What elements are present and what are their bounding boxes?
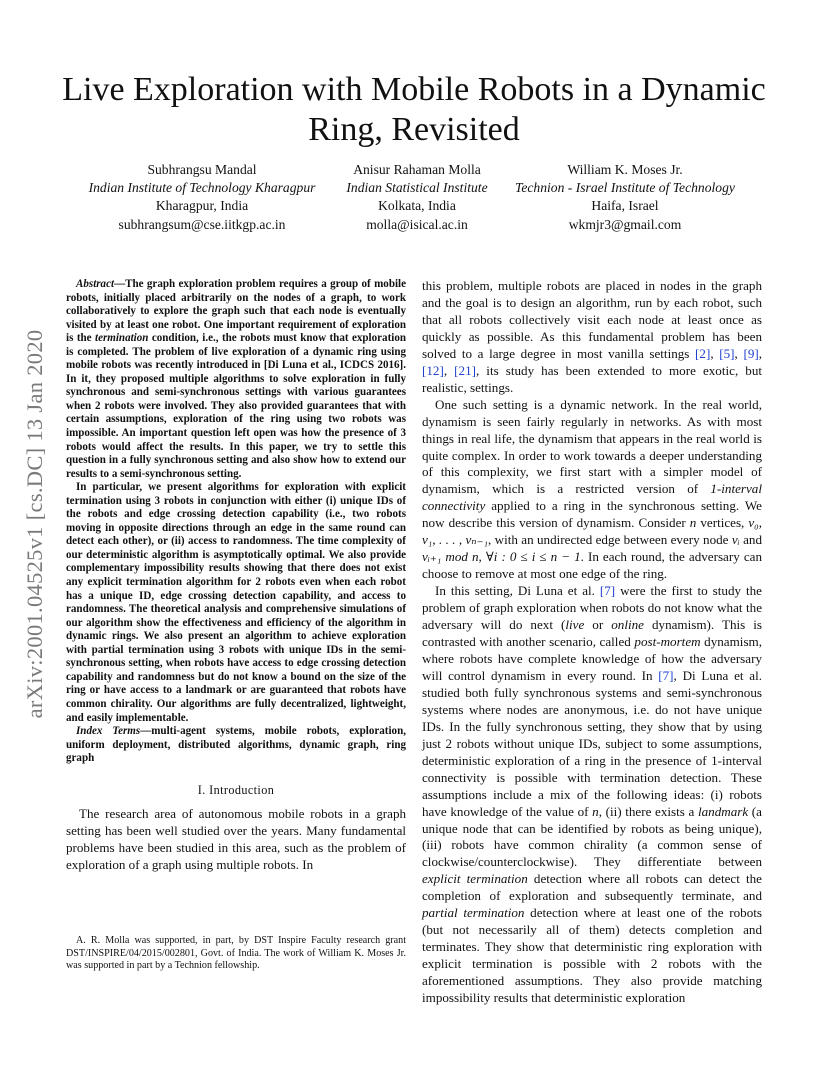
- math-vertices: v₀, v₁, . . . , vₙ₋₁: [422, 515, 762, 548]
- author-location: Haifa, Israel: [591, 198, 659, 214]
- citation-link[interactable]: [7]: [599, 583, 616, 599]
- math-n: n: [592, 803, 599, 819]
- author-email: wkmjr3@gmail.com: [568, 216, 682, 232]
- author-affiliation: Indian Institute of Technology Kharagpur: [88, 180, 316, 196]
- index-terms-label: Index Terms: [76, 725, 141, 738]
- footnote: [66, 935, 406, 973]
- author-block-1: [82, 161, 322, 234]
- index-terms: Index Terms—multi-agent systems, mobile robots, exploration, uniform deployment, distributed algorithms, dynamic graph, ring graph: [66, 725, 406, 765]
- citation-link[interactable]: [2]: [695, 345, 711, 361]
- author-affiliation: Technion - Israel Institute of Technology: [515, 180, 735, 196]
- author-affiliation: Indian Statistical Institute: [346, 180, 488, 196]
- author-name: William K. Moses Jr.: [567, 162, 683, 177]
- author-location: Kolkata, India: [378, 198, 456, 214]
- math-n: n: [689, 515, 697, 531]
- intro-paragraph-continued: this problem, multiple robots are placed in nodes in the graph and the goal is to design an algorithm, run by each robot, such that all robots collectively visit each node at least once as quickly as possible. As this fundamental problem has been solved to a large degree in most vanilla settings [2], [5], [9], [12], [21], its study has been extended to more exotic, but realistic, settings.: [422, 278, 763, 395]
- math-vi: vᵢ: [731, 532, 740, 548]
- citation-link[interactable]: [5]: [719, 345, 735, 361]
- abstract-paragraph-1: Abstract—The graph exploration problem requires a group of mobile robots, initially placed arbitrarily on the nodes of a graph, to work collaboratively to explore the graph such that each node is eventually visited by at least one robot. One important requirement of exploration is the termination condition, i.e., the robots must know that exploration is completed. The problem of live exploration of a dynamic ring using mobile robots was recently introduced in [Di Luna et al., ICDCS 2016]. In it, they proposed multiple algorithms to solve exploration in fully synchronous and semi-synchronous settings with various guarantees when 2 robots were involved. They also provided guarantees that with certain assumptions, exploration of the ring using two robots was impossible. An important question left open was how the presence of 3 robots would affect the results. In this paper, we try to settle this question in a fully synchronous setting and also show how to extend our results to a semi-synchronous setting.: [66, 278, 406, 480]
- arxiv-sidebar-stamp: [18, 289, 52, 759]
- left-column: [66, 278, 406, 874]
- section-heading-introduction: I. Introduction: [197, 782, 275, 797]
- dynamic-network-paragraph: One such setting is a dynamic network. In the real world, dynamism is seen fairly regularly in networks. As with most things in real life, the dynamism that appears in the real world is quite complex. In order to work towards a deeper understanding of this complexity, we first start with a simpler model of dynamism, which is a restricted version of 1-interval connectivity applied to a ring in the synchronous setting. We now describe this version of dynamism. Consider n vertices, v₀, v₁, . . . , vₙ₋₁, with an undirected edge between every node vᵢ and vᵢ₊₁ mod n, ∀i : 0 ≤ i ≤ n − 1. In each round, the adversary can choose to remove at most one edge of the ring.: [422, 396, 762, 582]
- author-name: Anisur Rahaman Molla: [353, 162, 481, 177]
- arxiv-identifier: arXiv:2001.04525v1 [cs.DC] 13 Jan 2020: [22, 329, 47, 719]
- author-name: Subhrangsu Mandal: [147, 162, 257, 177]
- author-block-3: [505, 161, 745, 234]
- citation-link[interactable]: [21]: [454, 362, 476, 378]
- citation-link[interactable]: [12]: [422, 362, 444, 378]
- author-email: subhrangsum@cse.iitkgp.ac.in: [118, 216, 286, 232]
- citation-link[interactable]: [7]: [658, 667, 674, 683]
- paper-title: Live Exploration with Mobile Robots in a Dynamic Ring, Revisited: [62, 71, 766, 148]
- di-luna-paragraph: In this setting, Di Luna et al. [7] were the first to study the problem of graph exploration when robots do not know what the adversary will do next (live or online dynamism). This is contrasted with another scenario, called post-mortem dynamism, where robots have complete knowledge of how the adversary will control dynamism in every round. In [7], Di Luna et al. studied both fully synchronous systems and semi-synchronous systems where nodes are anonymous, i.e. do not have unique IDs. In the fully synchronous setting, they show that by using just 2 robots without unique IDs, subject to some assumptions, deterministic exploration of a ring in the presence of 1-interval connectivity is possible with termination detection. These assumptions include a mix of the following ideas: (i) robots have knowledge of the value of n, (ii) there exists a landmark (a unique node that can be identified by robots as being unique), (iii) robots have common chirality (a common sense of clockwise/counterclockwise). They differentiate between explicit termination detection where all robots can detect the completion of exploration and subsequently terminate, and partial termination detection where at least one of the robots (but not necessarily all of them) detects completion and terminates. They show that deterministic ring exploration with explicit termination is possible with 2 robots with the aforementioned assumptions. They also provide matching impossibility results that deterministic exploration: [422, 583, 762, 1006]
- intro-paragraph-left: The research area of autonomous mobile robots in a graph setting has been well studied over the years. Many fundamental problems have been studied in this area, such as the problem of exploration of a graph using multiple robots. In: [66, 806, 406, 872]
- author-email: molla@isical.ac.in: [366, 216, 468, 232]
- author-location: Kharagpur, India: [155, 198, 249, 214]
- funding-footnote: A. R. Molla was supported, in part, by DST Inspire Faculty research grant DST/INSPIRE/04/2015/002801, Govt. of India. The work of William K. Moses Jr. was supported in part by a Technion fellowship.: [66, 935, 406, 971]
- citation-link[interactable]: [9]: [743, 345, 759, 361]
- abstract-paragraph-2: In particular, we present algorithms for exploration with explicit termination using 3 robots in conjunction with either (i) unique IDs of the robots and edge crossing detection capability (i.e., two robots moving in opposite directions through an edge in the same round can detect each other), or (ii) access to randomness. The time complexity of our deterministic algorithm is asymptotically optimal. We also provide complementary impossibility results showing that there does not exist any explicit termination algorithm for 2 robots even when each robot has a unique ID, edge crossing detection capability, and access to randomness. The theoretical analysis and comprehensive simulations of our algorithm show the effectiveness and efficiency of the algorithm in dynamic rings. We also present an algorithm to achieve exploration with partial termination using 3 robots with unique IDs in the semi-synchronous setting, when robots have access to edge crossing detection capability and randomness but do not know a bound on the size of the ring or have access to a landmark or are guaranteed that robots have common chirality. Our algorithms are fully decentralized, lightweight, and easily implementable.: [66, 481, 406, 724]
- right-column: [422, 278, 762, 1007]
- abstract-label: Abstract: [76, 278, 115, 290]
- author-block-2: [332, 161, 502, 234]
- math-vi1: vᵢ₊₁ mod n, ∀i : 0 ≤ i ≤ n − 1: [422, 549, 581, 565]
